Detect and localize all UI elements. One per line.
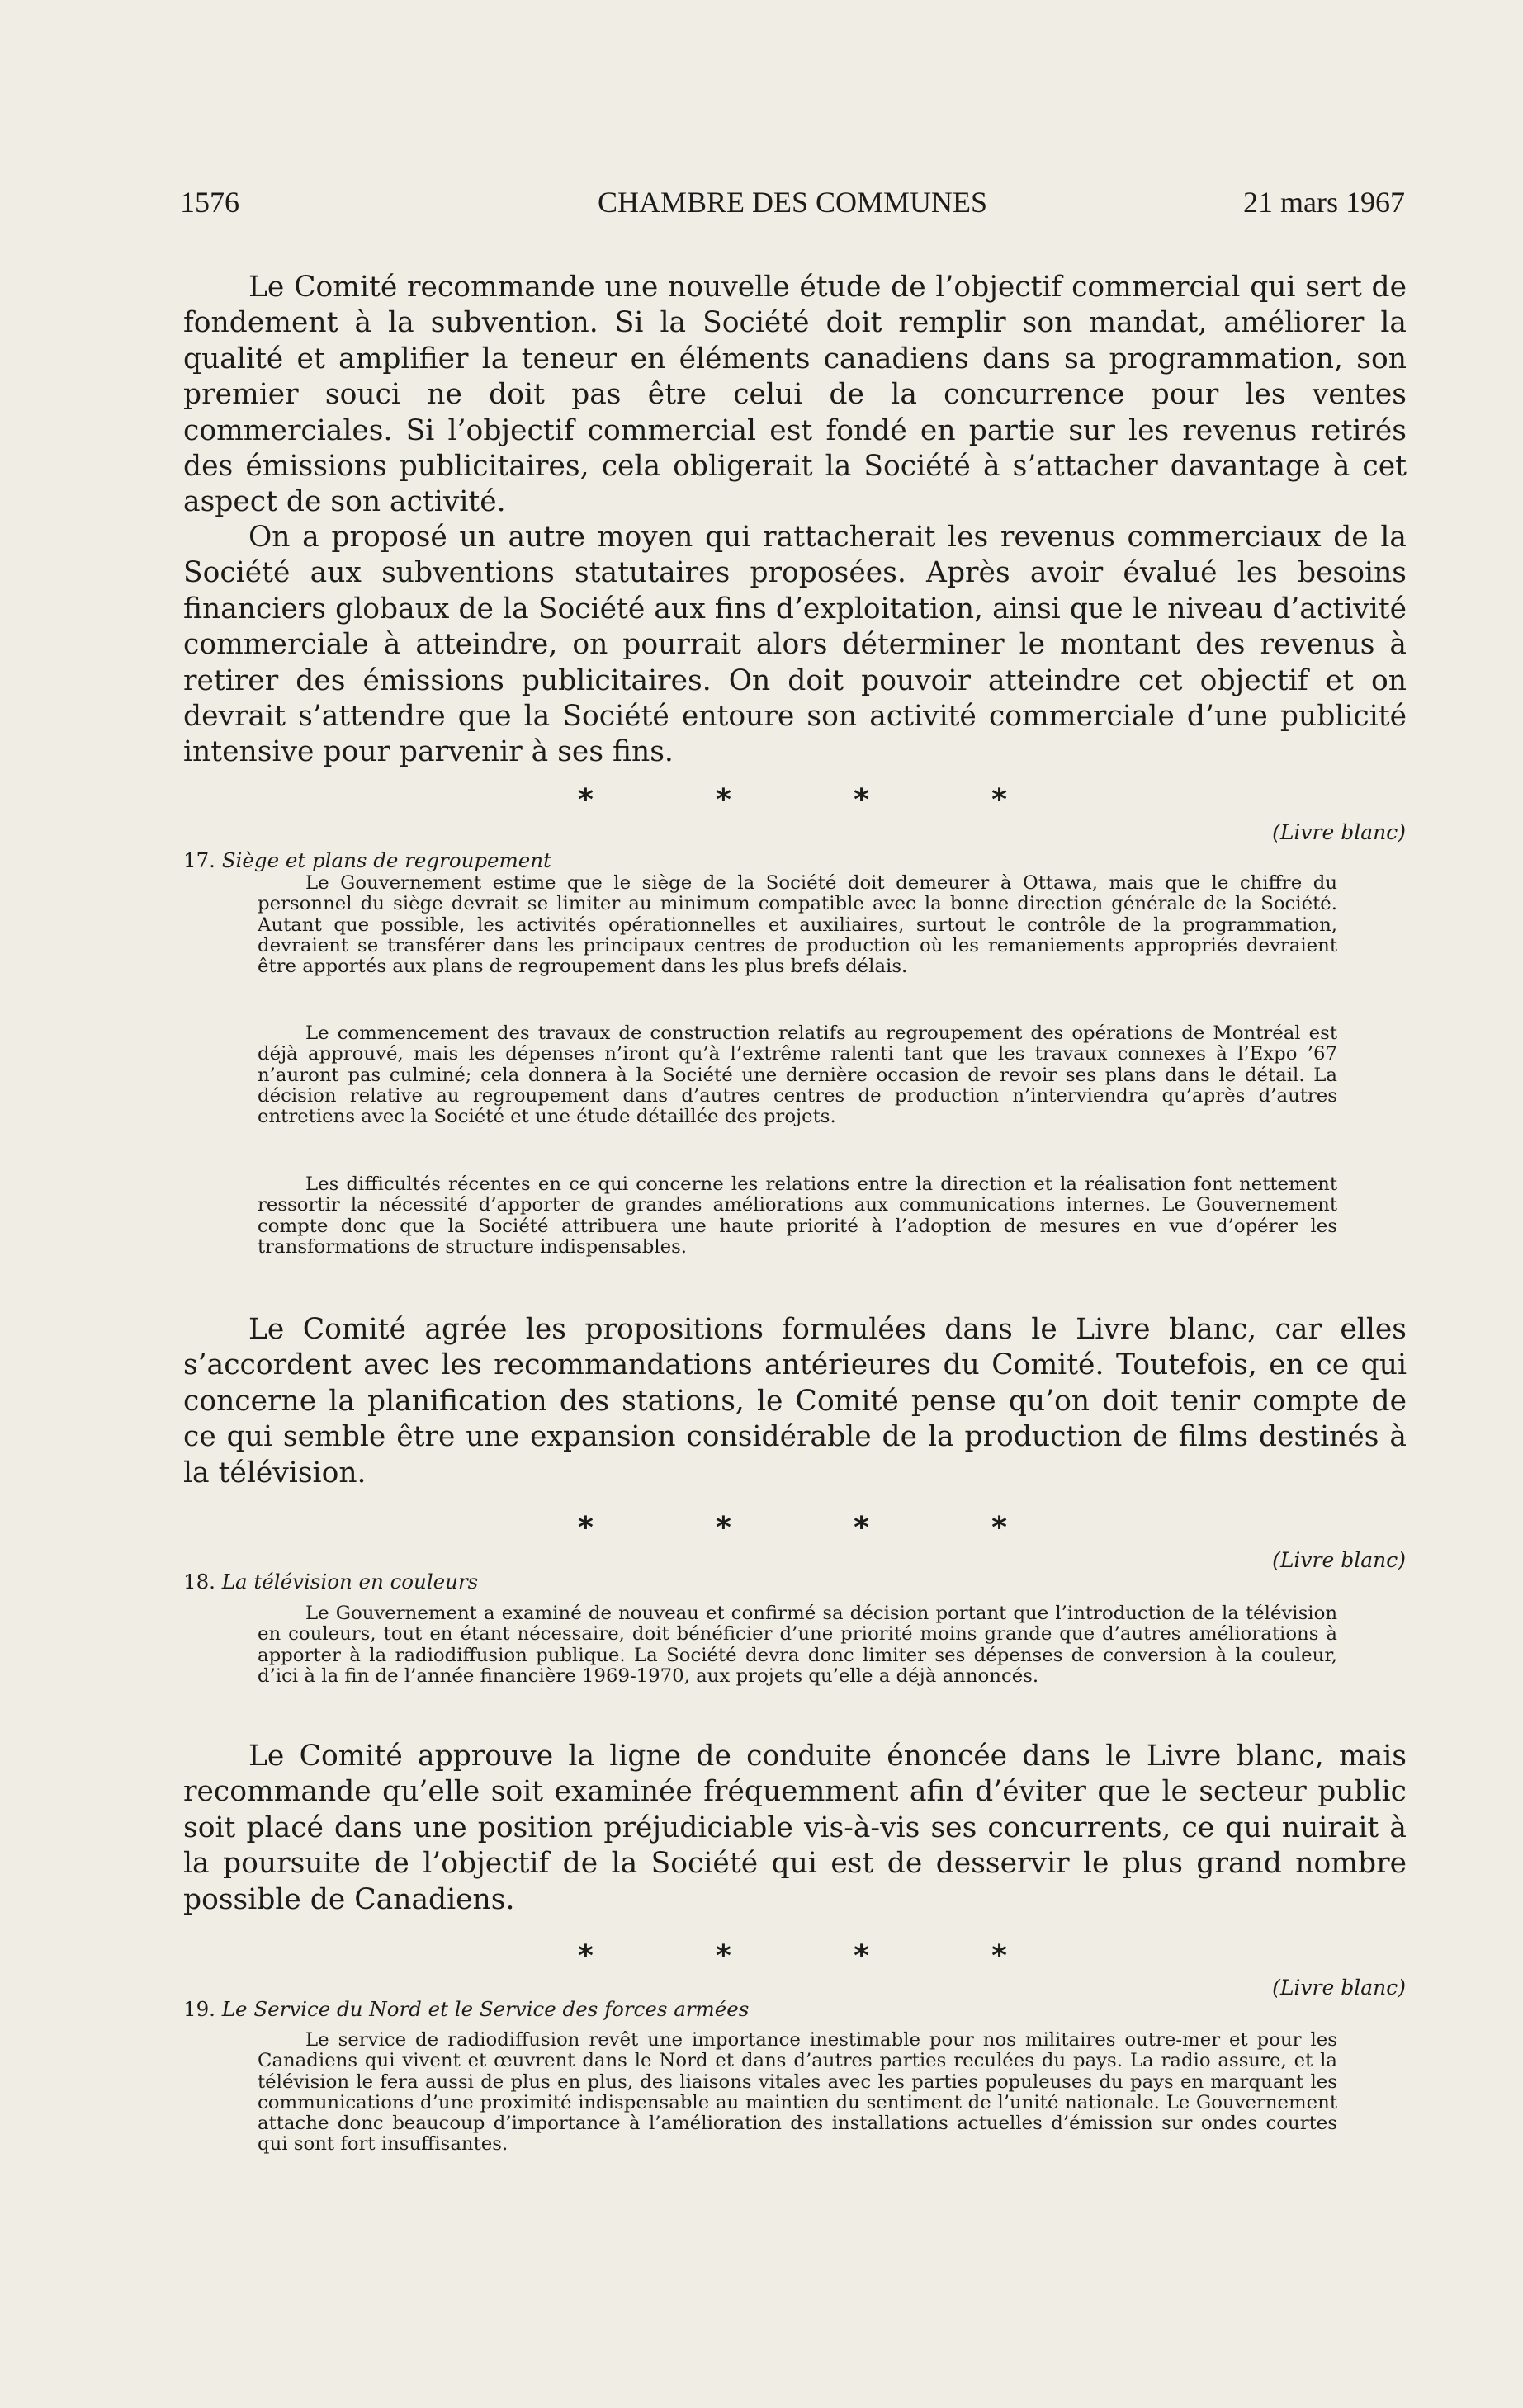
- section-number: 19.: [183, 1997, 215, 2021]
- section-separator: [578, 1513, 1007, 1543]
- section-separator: [578, 1939, 1007, 1973]
- source-citation: (Livre blanc): [1272, 820, 1406, 844]
- separator-star: *: [716, 1511, 731, 1545]
- section-title: Siège et plans de regroupement: [221, 848, 551, 872]
- paragraph-committee-agrees: Le Comité agrée les propositions formulées dans le Livre blanc, car elles s’accordent avec les recommandations antérieures du Comité. Toutefois, en ce qui concerne la planification des stations, le Comité pense qu’on doit tenir compte de ce qui semble être une expansion considérable de la production de films destinés à la télévision.: [183, 1313, 1407, 1490]
- header-date: 21 mars 1967: [1243, 186, 1405, 219]
- quoted-paragraph: Les difficultés récentes en ce qui concerne les relations entre la direction et la réalisation font nettement ressortir la nécessité d’apporter de grandes améliorations aux communications internes. Le Gouvernement compte donc que la Société attribuera une haute priorité à l’adoption de mesures en vue d’opérer les transformations de structure indispensables.: [258, 1173, 1337, 1258]
- section-title: Le Service du Nord et le Service des forces armées: [221, 1997, 750, 2021]
- section-heading-17: [183, 848, 551, 873]
- separator-star: *: [716, 1939, 731, 1973]
- section-number: 18.: [183, 1570, 215, 1594]
- separator-star: *: [854, 1939, 869, 1973]
- section-heading-19: [183, 1997, 749, 2022]
- running-title: CHAMBRE DES COMMUNES: [597, 186, 988, 219]
- page-header: [180, 183, 1405, 221]
- quoted-paragraph: Le service de radiodiffusion revêt une importance inestimable pour nos militaires outre-mer et pour les Canadiens qui vivent et œuvrent dans le Nord et dans d’autres parties reculées du pays. La radio assure, et la télévision le fera aussi de plus en plus, des liaisons vitales avec les parties populeuses du pays en marquant les communications d’une proximité indispensable au maintien du sentiment de l’unité nationale. Le Gouvernement attache donc beaucoup d’importance à l’amélioration des installations actuelles d’émission sur ondes courtes qui sont fort insuffisantes.: [258, 2029, 1337, 2155]
- separator-star: *: [854, 783, 869, 817]
- paragraph-committee-approves: Le Comité approuve la ligne de conduite énoncée dans le Livre blanc, mais recommande qu’elle soit examinée fréquemment afin d’éviter que le secteur public soit placé dans une position préjudiciable vis-à-vis ses concurrents, ce qui nuirait à la poursuite de l’objectif de la Société qui est de desservir le plus grand nombre possible de Canadiens.: [183, 1740, 1407, 1916]
- separator-star: *: [991, 1511, 1007, 1545]
- quoted-paragraph: Le Gouvernement a examiné de nouveau et confirmé sa décision portant que l’introduction de la télévision en couleurs, tout en étant nécessaire, doit bénéficier d’une priorité moins grande que d’autres améliorations à apporter à la radiodiffusion publique. La Société devra donc limiter ses dépenses de conversion à la couleur, d’ici à la fin de l’année financière 1969-1970, aux projets qu’elle a déjà annoncés.: [258, 1603, 1337, 1687]
- section-heading-18: [183, 1570, 478, 1594]
- separator-star: *: [716, 783, 731, 817]
- source-citation: (Livre blanc): [1272, 1548, 1406, 1572]
- section-number: 17.: [183, 848, 215, 872]
- separator-star: *: [578, 1939, 594, 1973]
- source-citation: (Livre blanc): [1272, 1976, 1406, 2000]
- section-title: La télévision en couleurs: [221, 1570, 479, 1594]
- separator-star: *: [578, 783, 594, 817]
- page-number: 1576: [180, 186, 239, 219]
- quoted-paragraph: Le Gouvernement estime que le siège de la Société doit demeurer à Ottawa, mais que le chiffre du personnel du siège devrait se limiter au minimum compatible avec la bonne direction générale de la Société. Autant que possible, les activités opérationnelles et auxiliaires, surtout le contrôle de la programmation, devraient se transférer dans les principaux centres de production où les remaniements appropriés devraient être apportés aux plans de regroupement dans les plus brefs délais.: [258, 872, 1337, 978]
- section-separator: [578, 783, 1007, 817]
- quoted-paragraph: Le commencement des travaux de construction relatifs au regroupement des opérations de Montréal est déjà approuvé, mais les dépenses n’iront qu’à l’extrême ralenti tant que les travaux connexes à l’Expo ’67 n’auront pas culminé; cela donnera à la Société une dernière occasion de revoir ses plans dans le détail. La décision relative au regroupement dans d’autres centres de production n’interviendra qu’après d’autres entretiens avec la Société et une étude détaillée des projets.: [258, 1022, 1337, 1128]
- paragraph-commercial-objective: Le Comité recommande une nouvelle étude de l’objectif commercial qui sert de fondement à la subvention. Si la Société doit remplir son mandat, améliorer la qualité et amplifier la teneur en éléments canadiens dans sa programmation, son premier souci ne doit pas être celui de la concurrence pour les ventes commerciales. Si l’objectif commercial est fondé en partie sur les revenus retirés des émissions publicitaires, cela obligerait la Société à s’attacher davantage à cet aspect de son activité.: [183, 271, 1407, 519]
- separator-star: *: [854, 1511, 869, 1545]
- separator-star: *: [578, 1511, 594, 1545]
- separator-star: *: [991, 1939, 1007, 1973]
- paragraph-alternative-means: On a proposé un autre moyen qui rattacherait les revenus commerciaux de la Société aux subventions statutaires proposées. Après avoir évalué les besoins financiers globaux de la Société aux fins d’exploitation, ainsi que le niveau d’activité commerciale à atteindre, on pourrait alors déterminer le montant des revenus à retirer des émissions publicitaires. On doit pouvoir atteindre cet objectif et on devrait s’attendre que la Société entoure son activité commerciale d’une publicité intensive pour parvenir à ses fins.: [183, 521, 1407, 769]
- separator-star: *: [991, 783, 1007, 817]
